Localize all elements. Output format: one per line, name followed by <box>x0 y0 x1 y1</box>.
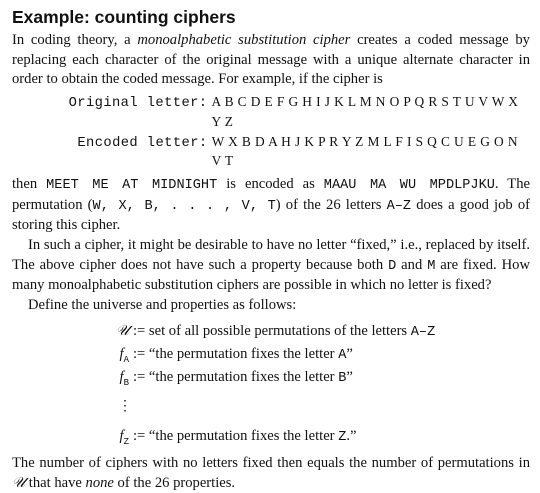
definition-text <box>129 366 353 390</box>
fixed-text: In such a cipher, it might be desirable to have no letter “fixed,” i.e., replaced by itself. The above cipher does not have such a property because both <box>12 237 530 273</box>
definitions-list <box>12 320 530 448</box>
intro-text-end: creates a coded message by replacing each character of the original message with a unique alternate character in order to obtain the coded message. For example, if the cipher is <box>12 32 530 88</box>
document-page <box>12 6 530 493</box>
original-letter-row <box>54 92 530 131</box>
encoded-letter-row <box>54 132 530 171</box>
example-text: ) of the 26 letters <box>275 196 387 213</box>
encoded-letters: W X B D A H J K P R Y Z M L F I S Q C U E G O N V T <box>211 133 518 169</box>
property-subscript: B <box>123 377 129 388</box>
definition-tail: ” <box>346 368 353 385</box>
property-symbol <box>12 366 129 395</box>
fixed-letter-paragraph <box>12 236 530 296</box>
conclusion-text: of the 26 properties. <box>113 474 236 491</box>
property-f: f <box>119 345 124 362</box>
conclusion-emphasis: none <box>85 474 114 491</box>
definition-universe <box>12 320 530 343</box>
conclusion-text: The number of ciphers with no letters fixed then equals the number of permutations in <box>12 454 530 471</box>
definition-tail: .” <box>346 427 357 444</box>
intro-emphasis: monoalphabetic substitution cipher <box>137 32 351 48</box>
property-subscript: Z <box>123 436 129 447</box>
definition-fa <box>12 343 530 366</box>
definition-body: := “the permutation fixes the letter <box>133 345 339 362</box>
example-text: is encoded as <box>217 175 324 192</box>
definition-body: := “the permutation fixes the letter <box>133 427 339 444</box>
definition-text <box>129 320 435 344</box>
section-title: Example: counting ciphers <box>12 7 236 27</box>
fixed-text: and <box>396 256 428 273</box>
vertical-ellipsis: ⋮ <box>118 398 132 414</box>
conclusion-paragraph <box>12 454 530 493</box>
universe-symbol: 𝒰 <box>115 322 129 339</box>
property-f: f <box>119 427 124 444</box>
conclusion-text: that have <box>25 474 86 491</box>
original-letters: A B C D E F G H I J K L M N O P Q R S T U V W X Y Z <box>211 94 519 129</box>
definition-mono: B <box>338 370 347 386</box>
original-letter-label: Original letter: <box>68 96 208 112</box>
example-text: does a good job of storing this cipher. <box>12 196 531 234</box>
definition-fz <box>12 425 530 448</box>
fixed-letter-d: D <box>388 258 397 274</box>
intro-paragraph <box>12 31 530 90</box>
property-f: f <box>119 368 124 385</box>
fixed-letter-m: M <box>427 258 436 274</box>
permutation-tuple: W, X, B, . . . , V, T <box>92 198 276 214</box>
definition-tail: ” <box>346 345 353 362</box>
example-text: . The permutation ( <box>12 175 530 213</box>
letter-range: A–Z <box>386 198 412 214</box>
definition-mono: A–Z <box>410 324 436 340</box>
encoded-letter-label: Encoded letter: <box>77 135 208 151</box>
plaintext-message: MEET ME AT MIDNIGHT <box>46 177 218 193</box>
definition-mono: A <box>338 347 347 363</box>
cipher-table <box>54 92 530 171</box>
definition-text <box>129 343 353 367</box>
intro-text-start: In coding theory, a <box>12 32 138 48</box>
definition-fb <box>12 366 530 389</box>
universe-symbol: 𝒰 <box>12 474 26 491</box>
example-text: then <box>12 175 47 192</box>
definition-text <box>129 425 357 449</box>
property-symbol <box>12 425 129 454</box>
ciphertext-message: MAAU MA WU MPDLPJKU <box>323 177 495 193</box>
definition-body: := set of all possible permutations of the letters <box>133 322 411 339</box>
define-paragraph: Define the universe and properties as follows: <box>28 297 297 314</box>
fixed-text: are fixed. How many monoalphabetic substitution ciphers are possible in which no letter is fixed? <box>12 256 530 294</box>
definition-body: := “the permutation fixes the letter <box>133 368 339 385</box>
property-subscript: A <box>123 354 129 365</box>
definition-mono: Z <box>338 429 347 445</box>
example-paragraph <box>12 175 530 236</box>
